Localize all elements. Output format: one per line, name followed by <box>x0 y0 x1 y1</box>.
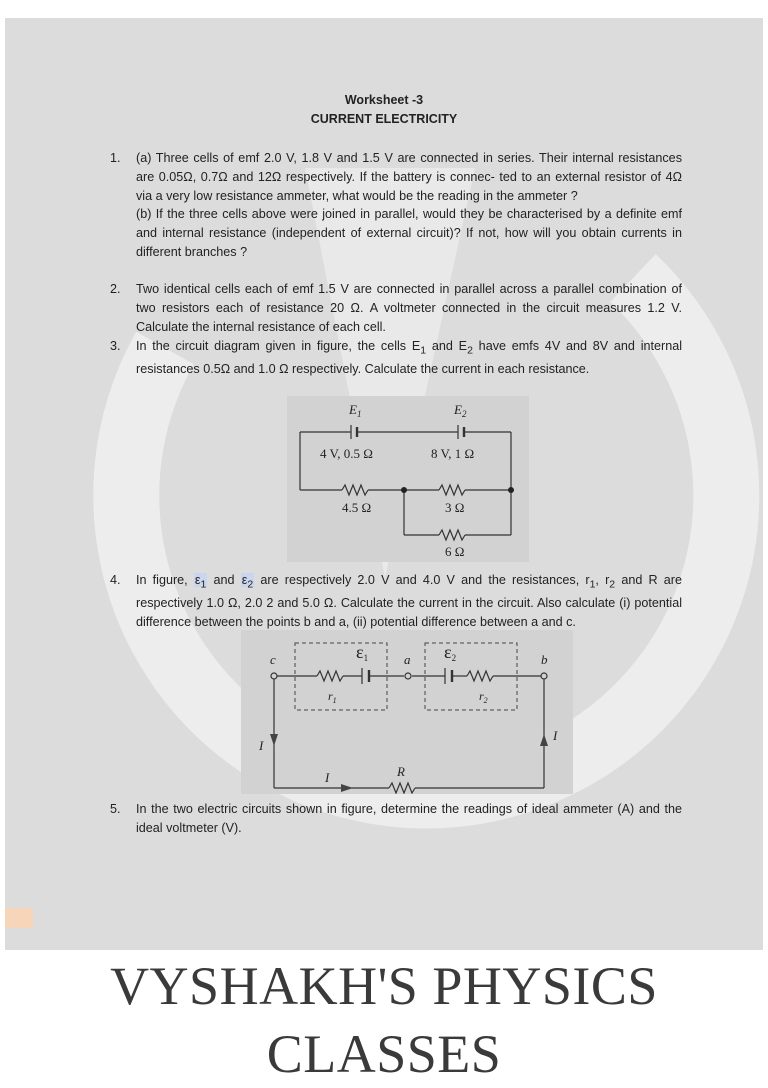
worksheet-page <box>5 18 763 950</box>
label-emf-1: ε1 <box>356 642 369 663</box>
label-resistor-R: R <box>397 764 405 779</box>
label-node-a: a <box>404 652 411 667</box>
question-number: 3. <box>110 339 121 353</box>
label-e2: $E_2$ <box>454 402 467 419</box>
question-number: 5. <box>110 802 121 816</box>
circuit-figure-1 <box>287 396 529 562</box>
question-1a-text: (a) Three cells of emf 2.0 V, 1.8 V and 1.5 V are connected in series. Their internal resistances are 0.05Ω, 0.7Ω and 12Ω respectively. If the battery is connec- ted to an external resistor of 4Ω via a very low resistance ammeter, what would be the reading in the ammeter ? <box>136 151 682 203</box>
question-1b-text: (b) If the three cells above were joined in parallel, would they be characterised by a definite emf and internal resistance (independent of external circuit)? If not, how will you obtain currents in different branches ? <box>136 207 682 259</box>
label-node-c: c <box>270 652 276 667</box>
question-2-text: Two identical cells each of emf 1.5 V are connected in parallel across a parallel combination of two resistors each of resistance 20 Ω. A voltmeter connected in the circuit measures 1.2 V. Calculate the internal resistance of each cell. <box>136 282 682 334</box>
question-4-text: In figure, $\varepsilon_1$ and $\varepsilon_2$ are respectively 2.0 V and 4.0 V and the resistances, $r_1$, $r_2$ and R are respectively 1.0 Ω, 2.0 2 and 5.0 Ω. Calculate the current in the circuit. Also calculate (i) potential difference between the points b and a, (ii) potential difference between a and c. <box>136 573 682 630</box>
question-5-text: In the two electric circuits shown in figure, determine the readings of ideal ammeter (A) and the ideal voltmeter (V). <box>136 802 682 835</box>
question-1 <box>110 149 682 262</box>
question-4 <box>110 571 682 632</box>
question-3 <box>110 337 682 379</box>
circuit-figure-2 <box>241 630 573 794</box>
worksheet-number: Worksheet -3 <box>344 93 424 107</box>
label-cell-1: 4 V, 0.5 Ω <box>320 446 373 461</box>
label-current-left: I <box>259 738 264 753</box>
question-number: 4. <box>110 573 121 587</box>
label-resistor-3: 3 Ω <box>445 500 465 515</box>
label-r2: $r_2$ <box>479 689 488 705</box>
footer-banner: VYSHAKH'S PHYSICS CLASSES <box>110 956 658 1084</box>
label-current-bottom: I <box>325 770 330 785</box>
label-resistor-6: 6 Ω <box>445 544 465 559</box>
label-e1: $E_1$ <box>349 402 362 419</box>
label-node-b: b <box>541 652 548 667</box>
question-number: 1. <box>110 151 121 165</box>
page-corner-mark <box>5 908 33 928</box>
label-current-right: I <box>553 728 558 743</box>
label-r1: $r_1$ <box>328 689 337 705</box>
label-emf-2: ε2 <box>444 642 457 663</box>
question-3-text: In the circuit diagram given in figure, the cells $E_1$ and $E_2$ have emfs 4V and 8V and internal resistances 0.5Ω and 1.0 Ω respectively. Calculate the current in each resistance. <box>136 339 682 377</box>
worksheet-topic: CURRENT ELECTRICITY <box>310 112 458 126</box>
question-2 <box>110 280 682 336</box>
question-number: 2. <box>110 282 121 296</box>
question-5 <box>110 800 682 838</box>
label-resistor-4-5: 4.5 Ω <box>342 500 372 515</box>
label-cell-2: 8 V, 1 Ω <box>431 446 475 461</box>
